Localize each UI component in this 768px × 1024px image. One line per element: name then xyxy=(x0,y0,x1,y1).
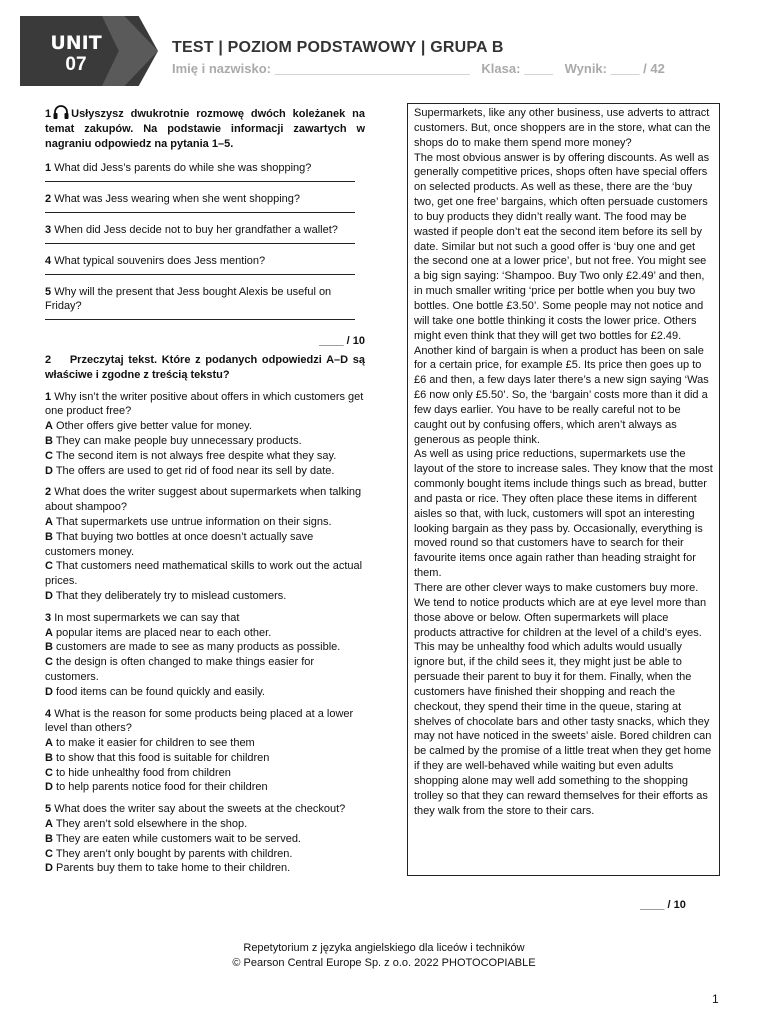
option-letter: A xyxy=(45,420,53,433)
option-text: That customers need mathematical skills to work out the actual prices. xyxy=(45,560,363,588)
answer-option[interactable] xyxy=(45,640,365,655)
section1-instruction xyxy=(45,105,365,151)
question-text: What is the reason for some products being placed at a lower level than others? xyxy=(45,707,354,735)
section2-questions xyxy=(45,390,365,877)
option-text: The offers are used to get rid of food near its sell by date. xyxy=(55,464,335,477)
question-number: 4 xyxy=(45,707,52,720)
answer-line[interactable] xyxy=(45,207,355,213)
option-letter: A xyxy=(45,737,53,750)
answer-line[interactable] xyxy=(45,314,355,320)
footer xyxy=(0,941,768,971)
question-text: Why will the present that Jess bought Alexis be useful on Friday? xyxy=(45,285,332,313)
question-number: 1 xyxy=(45,390,52,403)
page-number: 1 xyxy=(712,992,719,1006)
question-number: 1 xyxy=(45,162,52,175)
question-text: What does the writer say about the sweets at the checkout? xyxy=(54,803,346,816)
answer-option[interactable] xyxy=(45,780,365,795)
option-text: The second item is not always free despite what they say. xyxy=(55,449,337,462)
option-letter: B xyxy=(45,434,53,447)
option-letter: C xyxy=(45,560,53,573)
student-info-line xyxy=(172,61,673,76)
option-letter: D xyxy=(45,464,53,477)
answer-option[interactable] xyxy=(45,736,365,751)
answer-option[interactable] xyxy=(45,751,365,766)
test-title: TEST | POZIOM PODSTAWOWY | GRUPA B xyxy=(172,39,504,56)
answer-option[interactable] xyxy=(45,847,365,862)
option-letter: C xyxy=(45,766,53,779)
option-text: food items can be found quickly and easily. xyxy=(56,685,265,698)
option-text: They aren’t only bought by parents with children. xyxy=(55,847,293,860)
answer-option[interactable] xyxy=(45,530,365,560)
question-number: 3 xyxy=(45,611,52,624)
answer-option[interactable] xyxy=(45,419,365,434)
footer-line1: Repetytorium z języka angielskiego dla liceów i techników xyxy=(243,942,525,954)
option-letter: B xyxy=(45,641,53,654)
question-number: 5 xyxy=(45,285,52,298)
section1-number: 1 xyxy=(45,108,52,120)
mc-question-stem xyxy=(45,611,365,626)
option-text: That buying two bottles at once doesn’t actually save customers money. xyxy=(45,530,314,558)
answer-option[interactable] xyxy=(45,861,365,876)
reading-passage xyxy=(407,103,720,876)
mc-question xyxy=(45,485,365,603)
question-number: 5 xyxy=(45,803,52,816)
section2-score: ____ / 10 xyxy=(640,899,686,911)
question-text: What was Jess wearing when she went shopping? xyxy=(54,193,300,206)
answer-option[interactable] xyxy=(45,464,365,479)
answer-option[interactable] xyxy=(45,817,365,832)
option-letter: D xyxy=(45,862,53,875)
option-letter: D xyxy=(45,589,53,602)
mc-question-stem xyxy=(45,390,365,420)
section2-instruction xyxy=(45,353,365,383)
passage-paragraph: As well as using price reductions, supermarkets use the layout of the store to increase sales. They know that the most commonly bought items include things such as bread, butter and pasta or rice. They often place these items in different aisles so that, with luck, customers will spot an interesting looking bargain as they pass by. Occasionally, everything is moved round so that customers have to search for their favourite items once again rather than heading straight for them. xyxy=(414,448,713,580)
answer-option[interactable] xyxy=(45,515,365,530)
option-letter: C xyxy=(45,656,53,669)
class-field: Klasa: ____ xyxy=(481,61,553,76)
open-question xyxy=(45,223,365,244)
option-letter: A xyxy=(45,515,53,528)
option-letter: B xyxy=(45,832,53,845)
section1-score: ____ / 10 xyxy=(319,335,365,348)
answer-line[interactable] xyxy=(45,238,355,244)
mc-question-stem xyxy=(45,707,365,737)
option-letter: C xyxy=(45,847,53,860)
answer-line[interactable] xyxy=(45,269,355,275)
unit-label: UNIT xyxy=(50,32,102,54)
answer-option[interactable] xyxy=(45,589,365,604)
answer-option[interactable] xyxy=(45,766,365,781)
mc-question xyxy=(45,707,365,796)
unit-number: 07 xyxy=(65,54,87,75)
answer-line[interactable] xyxy=(45,176,355,182)
mc-question-stem xyxy=(45,485,365,515)
option-letter: D xyxy=(45,685,53,698)
question-text: Why isn’t the writer positive about offers in which customers get one product free? xyxy=(45,390,364,418)
answer-option[interactable] xyxy=(45,434,365,449)
open-question xyxy=(45,254,365,275)
option-text: to show that this food is suitable for children xyxy=(56,751,270,764)
question-text: What does the writer suggest about supermarkets when talking about shampoo? xyxy=(45,486,362,514)
option-text: Parents buy them to take home to their children. xyxy=(56,862,291,875)
open-question xyxy=(45,285,365,321)
option-text: popular items are placed near to each other. xyxy=(56,626,272,639)
question-number: 2 xyxy=(45,193,52,206)
section2-number: 2 xyxy=(45,353,52,366)
option-text: That supermarkets use untrue information on their signs. xyxy=(55,515,332,528)
passage-paragraph: The most obvious answer is by offering discounts. As well as generally competitive prices, shops often have special offers on selected products. As well as these, there are the ‘buy two, get one free’ bargains, which often persuade customers to buy products they didn’t really want. The food may be wasted if people don’t eat the second item before its sell by date. Similar but not such a good offer is ‘buy one and get the second one at a lower price’, but not free. You might see a big sign saying: ‘Shampoo. Buy Two only £2.49’ and then, in much smaller writing ‘price per bottle when you buy two bottles. One bottle £3.50’. Some people may not notice and will take one bottle thinking it costs the lower price. Others might even think that they will get two bottles for £2.49. Another kind of bargain is when a product has been on sale for a certain price, for example £5. Its price then goes up to £6 and then, a few days later there’s a new sign saying ‘Was £6 now only £5.50’. So, the ‘bargain’ costs more than it did a few days earlier. You have to be really careful not to be caught out by confusing offers, which aren’t always as generous as people think. xyxy=(414,151,710,446)
footer-line2: © Pearson Central Europe Sp. z o.o. 2022 PHOTOCOPIABLE xyxy=(232,957,536,969)
option-text: They are eaten while customers wait to be served. xyxy=(55,832,301,845)
option-text: That they deliberately try to mislead customers. xyxy=(55,589,287,602)
score-field: Wynik: ____ / 42 xyxy=(564,61,665,76)
questions-column xyxy=(45,105,365,876)
option-text: the design is often changed to make things easier for customers. xyxy=(45,656,315,683)
open-question xyxy=(45,161,365,182)
option-letter: D xyxy=(45,781,53,794)
option-text: customers are made to see as many products as possible. xyxy=(56,641,341,654)
answer-option[interactable] xyxy=(45,685,365,700)
passage-paragraph: There are other clever ways to make customers buy more. We tend to notice products which are at eye level more than those above or below. Often supermarkets will place products attractive for children at the level of a child’s eyes. This may be unhealthy food which adults would usually ignore but, if the child sees it, they might just be able to persuade their parent to buy it for them. Finally, when the customers have finished their shopping and reach the checkout, they spend their time in the queue, staring at shelves of chocolate bars and other tasty snacks, which they may not have noticed in the sweets’ aisle. Bored children can be calmed by the promise of a little treat when they get home if they are well-behaved while waiting but even adults shopping alone may well add something to the shopping trolley so that they can reward themselves for their efforts as they walk from the store to their cars. xyxy=(414,582,712,817)
mc-question xyxy=(45,802,365,876)
passage-paragraph: Supermarkets, like any other business, use adverts to attract customers. But, once shoppers are in the store, what can the shops do to make them spend more money? xyxy=(414,107,711,149)
mc-question xyxy=(45,390,365,479)
question-number: 2 xyxy=(45,486,52,499)
open-question xyxy=(45,192,365,213)
section1-instruction-text: Usłyszysz dwukrotnie rozmowę dwóch koleżanek na temat zakupów. Na podstawie informacji zawartych w nagraniu odpowiedz na pytania 1–5. xyxy=(45,108,365,150)
option-letter: A xyxy=(45,626,53,639)
question-text: In most supermarkets we can say that xyxy=(54,611,240,624)
section2-instruction-text: Przeczytaj tekst. Które z podanych odpowiedzi A–D są właściwe i zgodne z treścią tekstu? xyxy=(45,353,365,381)
question-text: When did Jess decide not to buy her grandfather a wallet? xyxy=(54,223,338,236)
answer-option[interactable] xyxy=(45,655,365,685)
section1-questions xyxy=(45,161,365,320)
question-number: 4 xyxy=(45,254,52,267)
answer-option[interactable] xyxy=(45,626,365,641)
option-letter: B xyxy=(45,530,53,543)
question-text: What did Jess’s parents do while she was shopping? xyxy=(54,162,312,175)
answer-option[interactable] xyxy=(45,832,365,847)
name-field: Imię i nazwisko: ___________________________ xyxy=(172,61,470,76)
answer-option[interactable] xyxy=(45,559,365,589)
option-letter: B xyxy=(45,751,53,764)
mc-question xyxy=(45,611,365,700)
option-text: to hide unhealthy food from children xyxy=(56,766,231,779)
option-text: Other offers give better value for money. xyxy=(56,420,252,433)
option-text: They aren’t sold elsewhere in the shop. xyxy=(55,818,248,831)
headphones-icon xyxy=(53,105,69,119)
option-text: to make it easier for children to see them xyxy=(56,737,255,750)
option-text: to help parents notice food for their children xyxy=(56,781,268,794)
mc-question-stem xyxy=(45,802,365,817)
question-number: 3 xyxy=(45,223,52,236)
answer-option[interactable] xyxy=(45,449,365,464)
option-text: They can make people buy unnecessary products. xyxy=(55,434,302,447)
option-letter: A xyxy=(45,818,53,831)
option-letter: C xyxy=(45,449,53,462)
question-text: What typical souvenirs does Jess mention? xyxy=(54,254,266,267)
